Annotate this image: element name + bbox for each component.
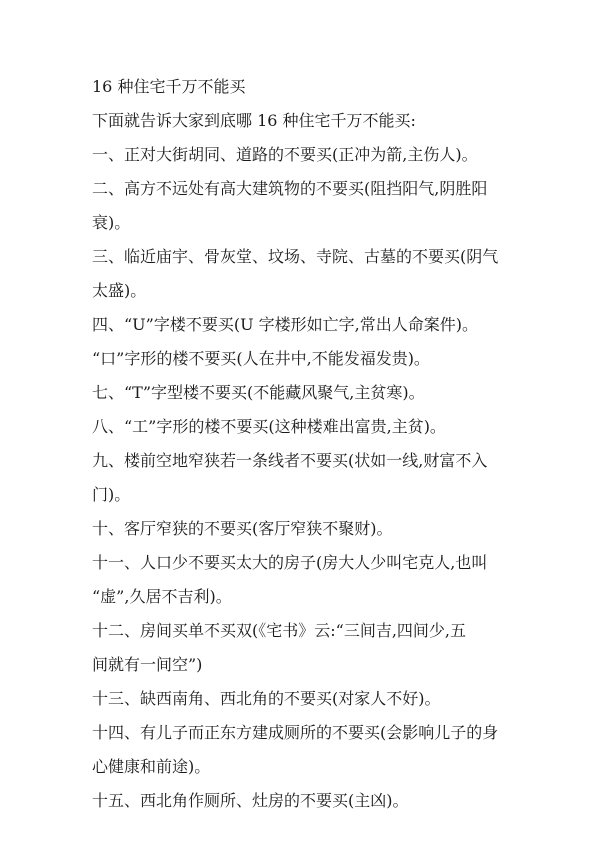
text-line: 太盛)。 bbox=[92, 281, 147, 300]
text-line: 八、“工”字形的楼不要买(这种楼难出富贵,主贫)。 bbox=[92, 417, 446, 436]
text-line: 衰)。 bbox=[92, 213, 131, 232]
text-line: 十、客厅窄狭的不要买(客厅窄狭不聚财)。 bbox=[92, 519, 393, 538]
text-line: 门)。 bbox=[92, 485, 131, 504]
text-line: 十五、西北角作厕所、灶房的不要买(主凶)。 bbox=[92, 791, 409, 810]
text-line: 二、高方不远处有高大建筑物的不要买(阻挡阳气,阴胜阳 bbox=[92, 179, 488, 198]
text-line: 九、楼前空地窄狭若一条线者不要买(状如一线,财富不入 bbox=[92, 451, 488, 470]
document-body bbox=[92, 70, 532, 818]
intro-line: 下面就告诉大家到底哪 16 种住宅千万不能买: bbox=[92, 111, 416, 130]
text-line: 三、临近庙宇、骨灰堂、坟场、寺院、古墓的不要买(阴气 bbox=[92, 247, 499, 266]
text-line: 七、“T”字型楼不要买(不能藏风聚气,主贫寒)。 bbox=[92, 383, 425, 402]
text-line: 十三、缺西南角、西北角的不要买(对家人不好)。 bbox=[92, 689, 441, 708]
text-line: 十一、人口少不要买太大的房子(房大人少叫宅克人,也叫 bbox=[92, 553, 488, 572]
text-line: “口”字形的楼不要买(人在井中,不能发福发贵)。 bbox=[92, 349, 430, 368]
text-line: 十四、有儿子而正东方建成厕所的不要买(会影响儿子的身 bbox=[92, 723, 499, 742]
document-title: 16 种住宅千万不能买 bbox=[92, 77, 246, 96]
text-line: 四、“U”字楼不要买(U 字楼形如亡字,常出人命案件)。 bbox=[92, 315, 478, 334]
text-line: 心健康和前途)。 bbox=[92, 757, 211, 776]
text-line: 一、正对大街胡同、道路的不要买(正冲为箭,主伤人)。 bbox=[92, 145, 478, 164]
text-line: 间就有一间空”) bbox=[92, 655, 203, 674]
text-line: “虚”,久居不吉利)。 bbox=[92, 587, 232, 606]
text-line: 十二、房间买单不买双(《宅书》云:“三间吉,四间少,五 bbox=[92, 621, 466, 640]
